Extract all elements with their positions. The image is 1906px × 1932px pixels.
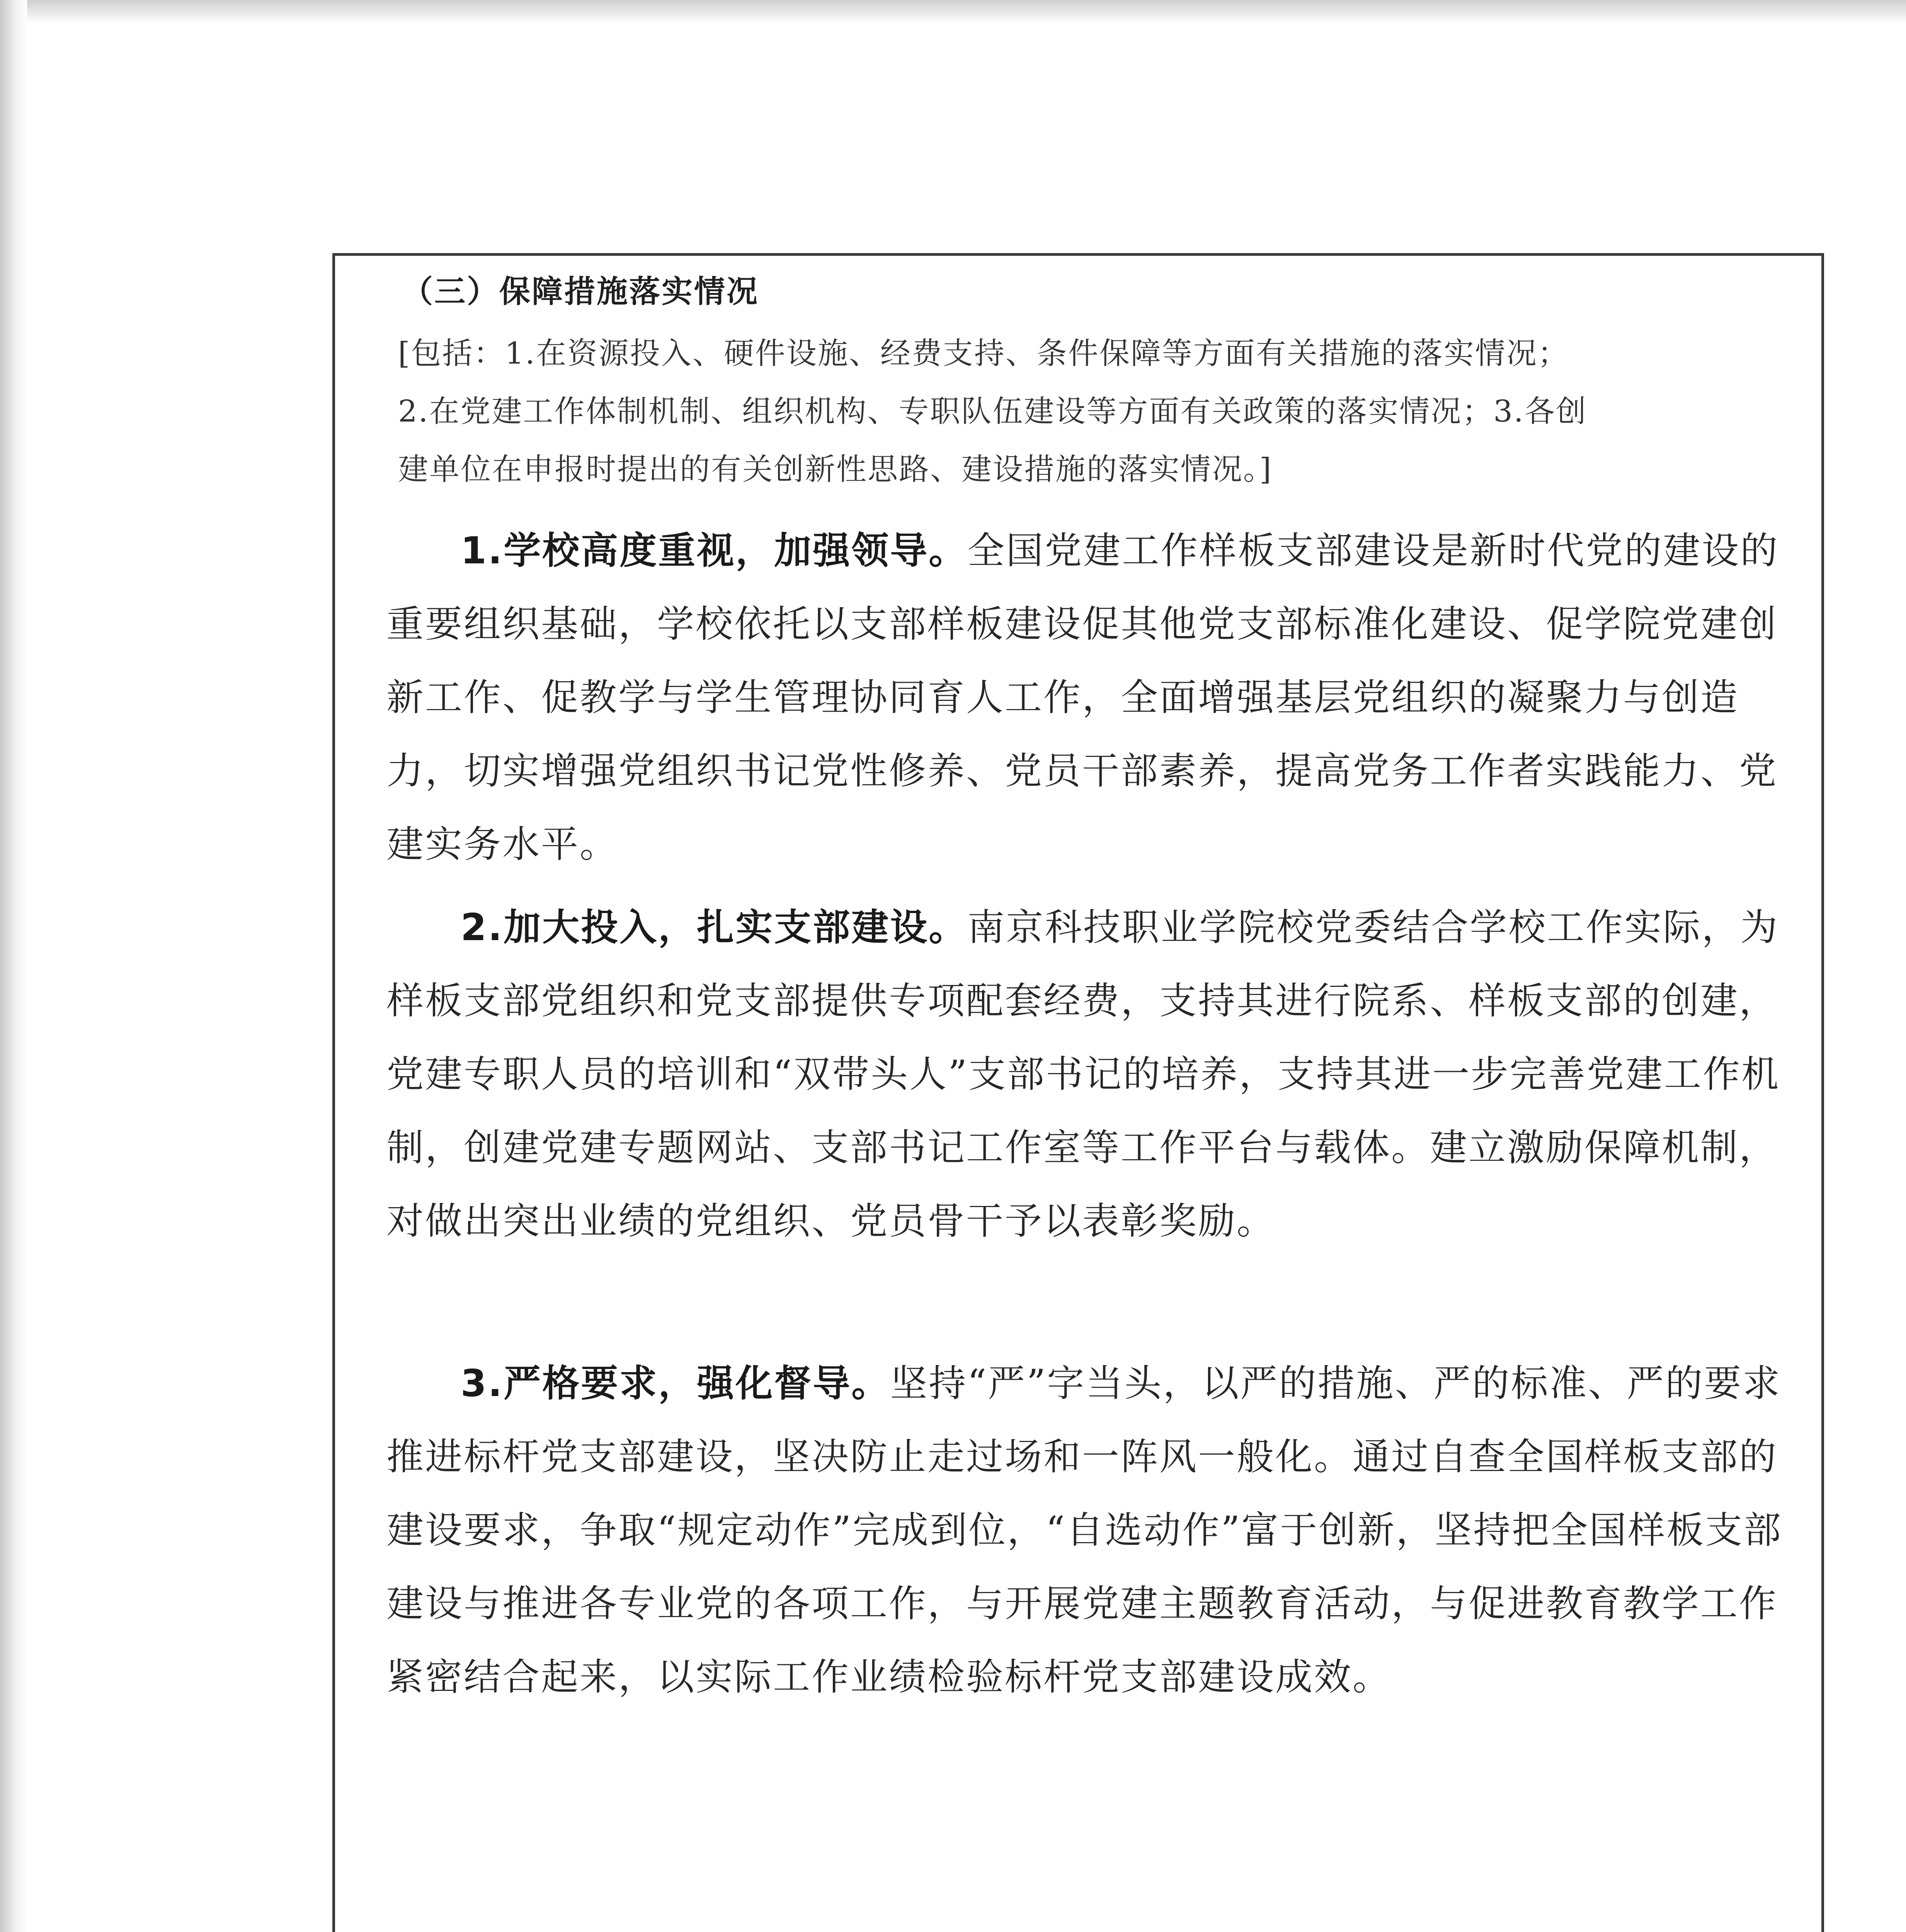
paragraph-investment — [386, 891, 1793, 1258]
paragraph-leadership — [386, 514, 1793, 881]
paragraph-heading: 2.加大投入，扎实支部建设。 — [461, 906, 968, 949]
scan-shadow-left — [0, 0, 27, 1932]
paragraph-heading: 3.严格要求，强化督导。 — [461, 1362, 890, 1405]
paragraph-heading: 1.学校高度重视，加强领导。 — [461, 529, 968, 572]
instruction-line: 2.在党建工作体制机制、组织机构、专职队伍建设等方面有关政策的落实情况；3.各创 — [398, 394, 1587, 429]
instruction-line: 建单位在申报时提出的有关创新性思路、建设措施的落实情况。] — [398, 452, 1273, 487]
paragraph-body: 南京科技职业学院校党委结合学校工作实际，为样板支部党组织和党支部提供专项配套经费，支持其进行院系、样板支部的创建，党建专职人员的培训和“双带头人”支部书记的培养，支持其进一步完善党建工作机制，创建党建专题网站、支部书记工作室等工作平台与载体。建立激励保障机制，对做出突出业绩的党组织、党员骨干予以表彰奖励。 — [386, 906, 1780, 1243]
scan-shadow-top — [0, 0, 1906, 23]
section-instructions — [398, 325, 1805, 498]
paragraph-body: 全国党建工作样板支部建设是新时代党的建设的重要组织基础，学校依托以支部样板建设促其他党支部标准化建设、促学院党建创新工作、促教学与学生管理协同育人工作，全面增强基层党组织的凝聚力与创造力，切实增强党组织书记党性修养、党员干部素养，提高党务工作者实践能力、党建实务水平。 — [386, 529, 1779, 866]
paragraph-body: 坚持“严”字当头，以严的措施、严的标准、严的要求推进标杆党支部建设，坚决防止走过场和一阵风一般化。通过自查全国样板支部的建设要求，争取“规定动作”完成到位，“自选动作”富于创新，坚持把全国样板支部建设与推进各专业党的各项工作，与开展党建主题教育活动，与促进教育教学工作紧密结合起来，以实际工作业绩检验标杆党支部建设成效。 — [386, 1362, 1783, 1699]
section-title: （三）保障措施落实情况 — [402, 273, 759, 310]
instruction-line: [包括：1.在资源投入、硬件设施、经费支持、条件保障等方面有关措施的落实情况； — [398, 336, 1569, 371]
paragraph-supervision — [386, 1347, 1793, 1714]
